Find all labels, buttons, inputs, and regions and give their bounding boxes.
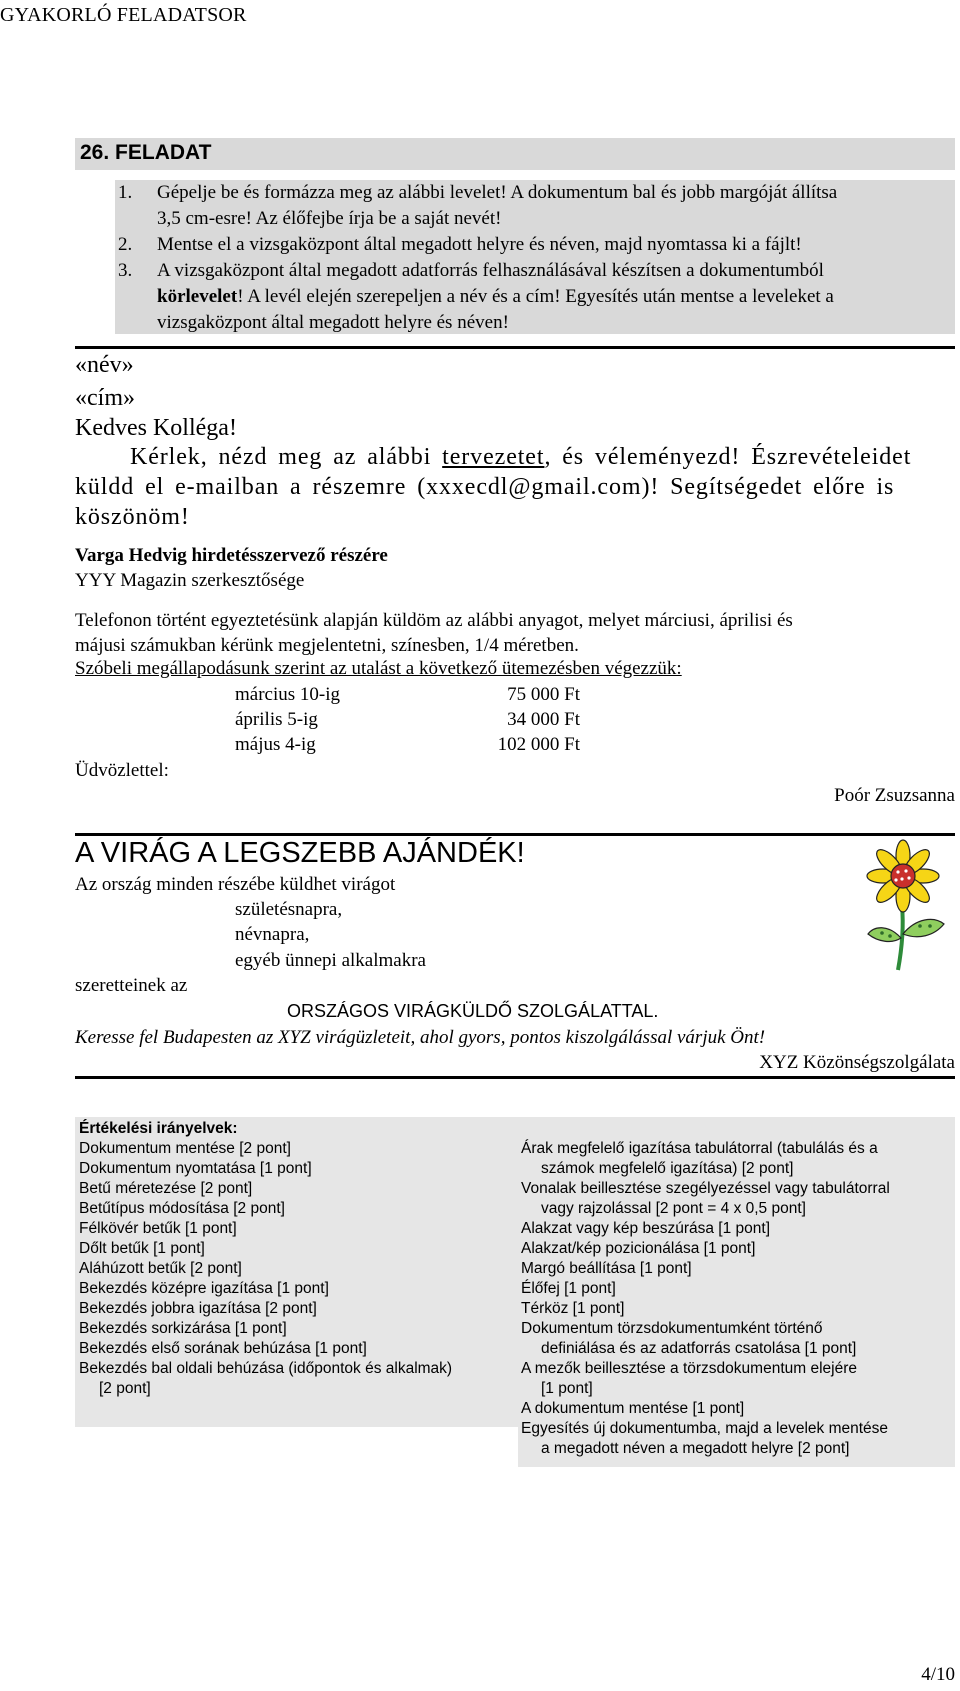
schedule-row — [235, 709, 318, 731]
criteria-item: Alakzat/kép pozicionálása [1 pont] — [521, 1240, 756, 1257]
criteria-item: Dokumentum mentése [2 pont] — [79, 1140, 291, 1157]
divider-line — [75, 346, 955, 349]
letter-text: köszönöm! — [75, 504, 190, 530]
divider-line — [75, 833, 955, 836]
criteria-item: Bekezdés jobbra igazítása [2 pont] — [79, 1300, 317, 1317]
schedule-date: március 10-ig — [235, 684, 341, 705]
task-item-number: 1. — [118, 182, 133, 203]
schedule-amount: 102 000 Ft — [497, 734, 580, 755]
letter-text: , és véleményezd! Észrevételeidet — [544, 444, 912, 470]
criteria-item: Dőlt betűk [1 pont] — [79, 1240, 205, 1257]
schedule-intro: Szóbeli megállapodásunk szerint az utalást a következő ütemezésben végezzük: — [75, 658, 682, 679]
criteria-item: [2 pont] — [99, 1380, 151, 1397]
task-item-text: A vizsgaközpont által megadott adatforrás felhasználásával készítsen a dokumentumból — [157, 260, 824, 281]
criteria-item: [1 pont] — [541, 1380, 593, 1397]
criteria-item: Élőfej [1 pont] — [521, 1280, 616, 1297]
bold-keyword: körlevelet — [157, 286, 238, 307]
divider-line — [75, 1076, 955, 1079]
schedule-date: április 5-ig — [235, 709, 318, 730]
criteria-item: A dokumentum mentése [1 pont] — [521, 1400, 745, 1417]
schedule-amount: 75 000 Ft — [507, 684, 580, 705]
letter-text: Telefonon történt egyeztetésünk alapján küldöm az alábbi anyagot, melyet márciusi, áprilisi és — [75, 610, 793, 631]
task-item-text: vizsgaközpont által megadott helyre és néven! — [157, 312, 509, 333]
criteria-item: Térköz [1 pont] — [521, 1300, 625, 1317]
criteria-left-list — [79, 1139, 452, 1399]
task-item-text: Mentse el a vizsgaközpont által megadott helyre és néven, majd nyomtassa ki a fájlt! — [157, 234, 802, 255]
criteria-item: vagy rajzolással [2 pont = 4 x 0,5 pont] — [541, 1200, 806, 1217]
schedule-row — [235, 684, 340, 706]
task-item-text: 3,5 cm-esre! Az élőfejbe írja be a saját nevét! — [157, 208, 502, 229]
task-item-text: Gépelje be és formázza meg az alábbi levelet! A dokumentum bal és jobb margóját állítsa — [157, 182, 838, 203]
task-heading — [75, 138, 955, 170]
ad-loved-ones: szeretteinek az — [75, 975, 188, 996]
ad-slogan: Keresse fel Budapesten az XYZ virágüzleteit, ahol gyors, pontos kiszolgálással várjuk Önt! — [75, 1027, 766, 1048]
criteria-item: Betű méretezése [2 pont] — [79, 1180, 253, 1197]
underlined-word: tervezetet — [442, 444, 545, 470]
letter-body — [75, 608, 793, 658]
task-item-number: 2. — [118, 234, 133, 255]
criteria-item: számok megfelelő igazítása) [2 pont] — [541, 1160, 794, 1177]
page-number: 4/10 — [921, 1664, 955, 1685]
criteria-item: Bekezdés sorkizárása [1 pont] — [79, 1320, 287, 1337]
address-merge-field: «cím» — [75, 385, 135, 411]
criteria-item: definiálása és az adatforrás csatolása [1 pont] — [541, 1340, 857, 1357]
task-item-text: ! A levél elején szerepeljen a név és a cím! Egyesítés után mentse a leveleket a — [237, 286, 834, 307]
criteria-item: Alakzat vagy kép beszúrása [1 pont] — [521, 1220, 771, 1237]
criteria-item: Bekezdés bal oldali behúzása (időpontok és alkalmak) — [79, 1360, 453, 1377]
letter-closing: Üdvözlettel: — [75, 760, 169, 781]
criteria-item: a megadott néven a megadott helyre [2 pont] — [541, 1440, 850, 1457]
ad-intro: Az ország minden részébe küldhet virágot — [75, 874, 396, 895]
criteria-item: Árak megfelelő igazítása tabulátorral (tabulálás és a — [521, 1140, 878, 1157]
letter-text: küldd el e-mailban a részemre (xxxecdl@gmail.com)! Segítségedet előre is — [75, 474, 895, 500]
criteria-item: A mezők beillesztése a törzsdokumentum elejére — [521, 1360, 857, 1377]
schedule-date: május 4-ig — [235, 734, 316, 755]
criteria-item: Vonalak beillesztése szegélyezéssel vagy tabulátorral — [521, 1180, 890, 1197]
task-instructions — [115, 180, 955, 334]
letter-paragraph — [75, 442, 955, 532]
criteria-item: Dokumentum törzsdokumentumként történő — [521, 1320, 823, 1337]
criteria-item: Betűtípus módosítása [2 pont] — [79, 1200, 285, 1217]
criteria-item: Egyesítés új dokumentumba, majd a levelek mentése — [521, 1420, 889, 1437]
ad-occasion: egyéb ünnepi alkalmakra — [235, 950, 426, 971]
letter-signature: Poór Zsuzsanna — [834, 785, 955, 806]
schedule-amount: 34 000 Ft — [507, 709, 580, 730]
letter-text: májusi számukban kérünk megjelentetni, színesben, 1/4 méretben. — [75, 635, 579, 656]
letter-text: Kérlek, nézd meg az alábbi — [130, 444, 443, 470]
ad-occasion: névnapra, — [235, 924, 310, 945]
recipient-name: Varga Hedvig hirdetésszervező részére — [75, 545, 388, 566]
letter-greeting: Kedves Kolléga! — [75, 415, 237, 441]
task-item-number: 3. — [118, 260, 133, 281]
name-merge-field: «név» — [75, 352, 134, 378]
recipient-org: YYY Magazin szerkesztősége — [75, 570, 305, 591]
criteria-item: Aláhúzott betűk [2 pont] — [79, 1260, 242, 1277]
ad-company: XYZ Közönségszolgálata — [759, 1052, 955, 1073]
criteria-item: Bekezdés első sorának behúzása [1 pont] — [79, 1340, 367, 1357]
ad-title: A VIRÁG A LEGSZEBB AJÁNDÉK! — [75, 837, 525, 869]
criteria-item: Dokumentum nyomtatása [1 pont] — [79, 1160, 312, 1177]
task-heading-text: 26. FELADAT — [80, 141, 212, 164]
criteria-right-list — [521, 1139, 890, 1459]
criteria-title: Értékelési irányelvek: — [79, 1120, 238, 1137]
criteria-item: Bekezdés középre igazítása [1 pont] — [79, 1280, 329, 1297]
page-header: GYAKORLÓ FELADATSOR — [0, 4, 247, 26]
ad-service: ORSZÁGOS VIRÁGKÜLDŐ SZOLGÁLATTAL. — [287, 1001, 659, 1021]
criteria-item: Margó beállítása [1 pont] — [521, 1260, 692, 1277]
daisy-flower-icon — [858, 838, 958, 973]
ad-occasion: születésnapra, — [235, 899, 343, 920]
criteria-item: Félkövér betűk [1 pont] — [79, 1220, 237, 1237]
schedule-row — [235, 734, 316, 756]
